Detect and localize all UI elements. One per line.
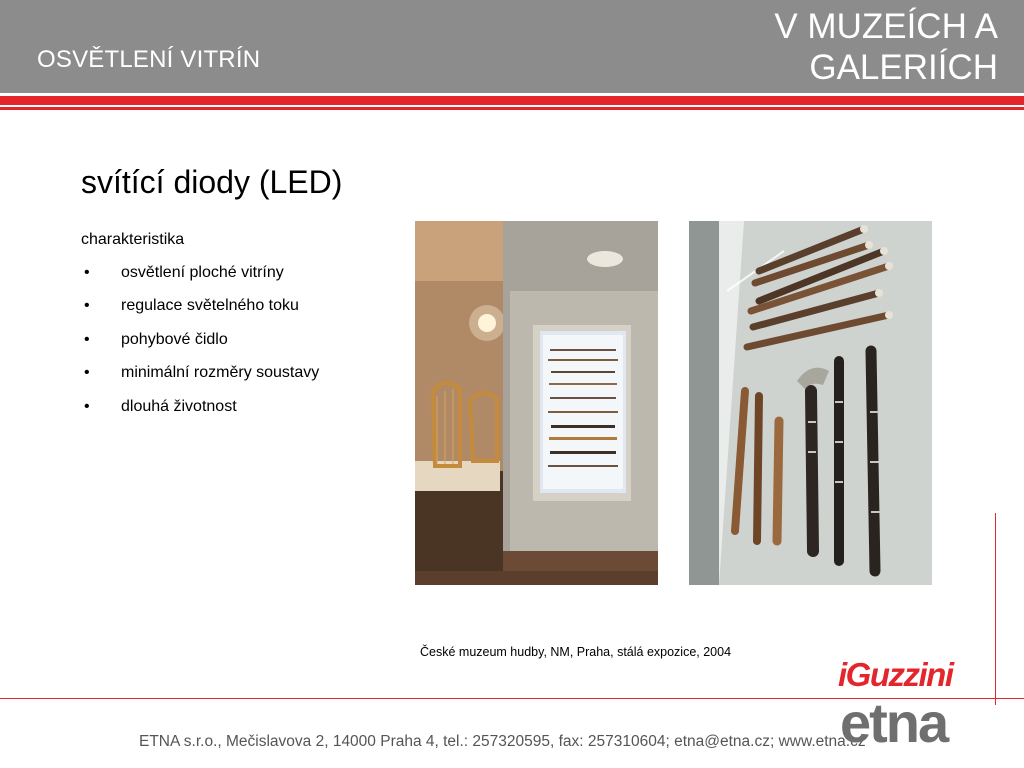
bullet-icon: • xyxy=(84,297,90,315)
list-item xyxy=(81,297,319,330)
list-item xyxy=(81,364,319,397)
bullet-icon: • xyxy=(84,364,90,382)
feature-list xyxy=(81,264,319,431)
instruments-showcase-photo xyxy=(689,221,932,585)
list-item-text: pohybové čidlo xyxy=(121,330,228,348)
bullet-icon: • xyxy=(84,330,90,348)
header-red-stripe xyxy=(0,96,1024,105)
content-title: svítící diody (LED) xyxy=(81,164,343,200)
list-item-text: regulace světelného toku xyxy=(121,297,299,315)
bullet-icon: • xyxy=(84,397,90,415)
vertical-red-rule xyxy=(995,513,996,705)
list-item xyxy=(81,331,319,364)
slide-heading-line-1: V MUZEÍCH A xyxy=(774,7,998,46)
footer-contact: ETNA s.r.o., Mečislavova 2, 14000 Praha 4, tel.: 257320595, fax: 257310604; etna@etna.cz; www.etna.cz xyxy=(139,733,866,750)
etna-logo: etna xyxy=(840,691,948,754)
list-item-text: dlouhá životnost xyxy=(121,397,237,415)
iguzzini-logo: iGuzzini xyxy=(838,656,953,693)
list-item-text: osvětlení ploché vitríny xyxy=(121,264,284,281)
bullet-icon: • xyxy=(84,264,90,281)
museum-room-photo xyxy=(415,221,658,585)
slide-heading-line-2: GALERIÍCH xyxy=(809,48,998,87)
section-title: OSVĚTLENÍ VITRÍN xyxy=(37,46,261,73)
photo-caption: České muzeum hudby, NM, Praha, stálá expozice, 2004 xyxy=(420,645,732,659)
list-item xyxy=(81,398,319,431)
header-bar xyxy=(0,0,1024,93)
list-item-text: minimální rozměry soustavy xyxy=(121,364,320,382)
slide-heading xyxy=(598,6,998,88)
content-subtitle: charakteristika xyxy=(81,231,185,248)
list-item xyxy=(81,264,319,297)
header-red-thin-stripe xyxy=(0,107,1024,110)
